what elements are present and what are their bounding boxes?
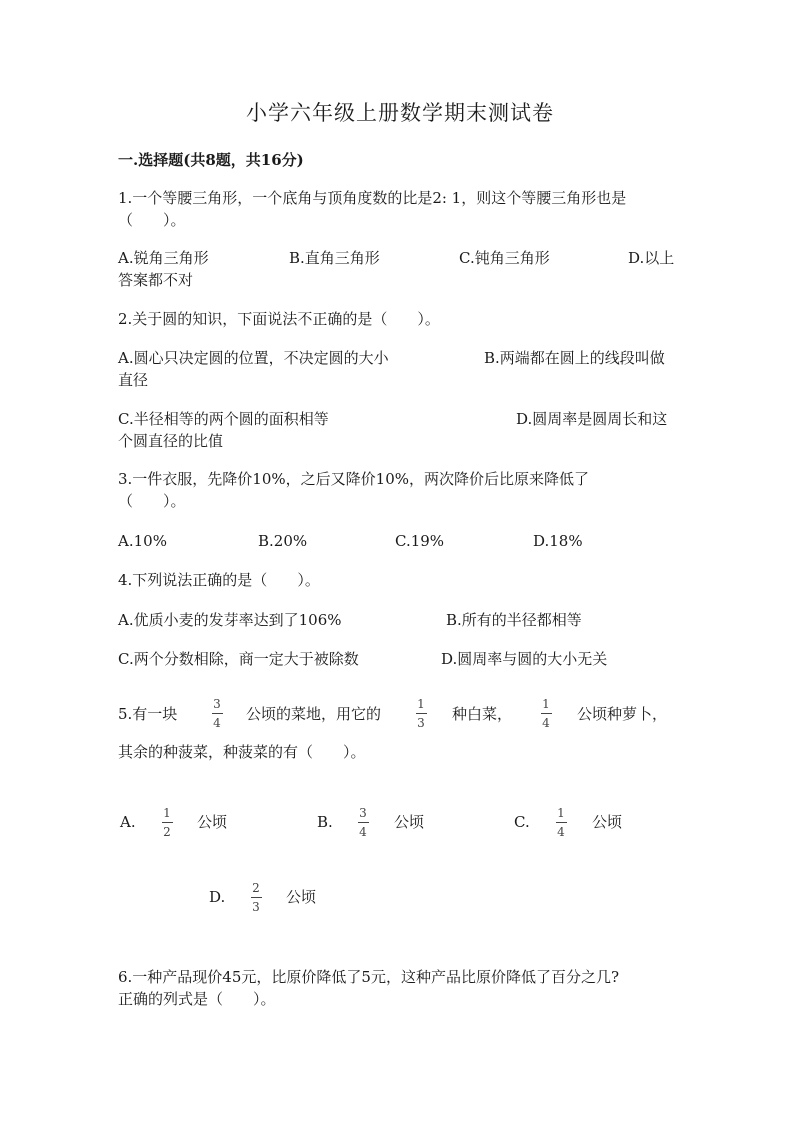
fraction-denominator: 4 xyxy=(542,716,550,730)
q4-option-d: D.圆周率与圆的大小无关 xyxy=(441,650,608,668)
fraction-bar xyxy=(251,897,262,898)
q3-option-c: C.19% xyxy=(395,532,445,550)
q3-option-b: B.20% xyxy=(258,532,308,550)
fraction-numerator: 1 xyxy=(163,806,171,820)
fraction-bar xyxy=(212,713,223,714)
q2-option-c: C.半径相等的两个圆的面积相等 xyxy=(118,410,329,428)
q5-stem-part2: 公顷的菜地，用它的 xyxy=(246,705,382,723)
fraction-numerator: 2 xyxy=(252,881,260,895)
q5-option-c-fraction xyxy=(553,806,569,839)
q4-option-c: C.两个分数相除，商一定大于被除数 xyxy=(118,650,359,668)
q6-stem-line1: 6.一种产品现价45元，比原价降低了5元，这种产品比原价降低了百分之几? xyxy=(118,968,619,986)
q5-stem-part1: 5.有一块 xyxy=(118,705,178,723)
q2-option-b: B.两端都在圆上的线段叫做 xyxy=(484,349,665,367)
fraction-bar xyxy=(541,713,552,714)
q3-stem-line1: 3.一件衣服，先降价10%，之后又降价10%，两次降价后比原来降低了 xyxy=(118,470,589,488)
q2-option-d-continued: 个圆直径的比值 xyxy=(118,432,224,450)
q5-stem-part4: 公顷种萝卜， xyxy=(577,705,668,723)
fraction-numerator: 1 xyxy=(417,697,425,711)
q5-option-d-fraction xyxy=(248,881,264,914)
q1-option-a: A.锐角三角形 xyxy=(118,249,209,267)
fraction-numerator: 1 xyxy=(557,806,565,820)
q5-stem-part3: 种白菜， xyxy=(452,705,513,723)
q5-stem-line2: 其余的种菠菜，种菠菜的有（ ）。 xyxy=(118,743,366,761)
q2-option-d: D.圆周率是圆周长和这 xyxy=(516,410,668,428)
fraction-denominator: 4 xyxy=(213,716,221,730)
fraction-denominator: 2 xyxy=(163,825,171,839)
q1-stem-line1: 1.一个等腰三角形，一个底角与顶角度数的比是2: 1，则这个等腰三角形也是 xyxy=(118,189,627,207)
q5-option-c-label: C. xyxy=(514,813,530,831)
fraction-bar xyxy=(358,822,369,823)
q3-option-a: A.10% xyxy=(118,532,167,550)
q5-fraction-3 xyxy=(538,697,554,730)
q6-stem-line2: 正确的列式是（ ）。 xyxy=(118,990,276,1008)
q4-stem: 4.下列说法正确的是（ ）。 xyxy=(118,571,320,589)
q5-option-a-fraction xyxy=(159,806,175,839)
q5-option-c-unit: 公顷 xyxy=(592,813,623,831)
fraction-bar xyxy=(416,713,427,714)
section-heading: 一.选择题(共8题，共16分) xyxy=(118,151,304,169)
fraction-bar xyxy=(556,822,567,823)
q5-option-a-label: A. xyxy=(120,813,136,831)
q3-option-d: D.18% xyxy=(533,532,583,550)
q1-option-c: C.钝角三角形 xyxy=(459,249,550,267)
q2-stem: 2.关于圆的知识，下面说法不正确的是（ ）。 xyxy=(118,310,440,328)
q4-option-b: B.所有的半径都相等 xyxy=(446,611,582,629)
fraction-denominator: 4 xyxy=(359,825,367,839)
q5-option-b-fraction xyxy=(355,806,371,839)
q1-option-d-continued: 答案都不对 xyxy=(118,271,194,289)
q2-option-a: A.圆心只决定圆的位置，不决定圆的大小 xyxy=(118,349,389,367)
fraction-denominator: 4 xyxy=(557,825,565,839)
q1-stem-line2: （ ）。 xyxy=(118,211,186,229)
page-title: 小学六年级上册数学期末测试卷 xyxy=(246,101,554,125)
fraction-numerator: 3 xyxy=(359,806,367,820)
q1-option-b: B.直角三角形 xyxy=(289,249,380,267)
q3-stem-line2: （ ）。 xyxy=(118,492,186,510)
q5-option-b-label: B. xyxy=(317,813,333,831)
q5-option-d-label: D. xyxy=(209,888,226,906)
fraction-bar xyxy=(162,822,173,823)
q5-fraction-1 xyxy=(209,697,225,730)
q4-option-a: A.优质小麦的发芽率达到了106% xyxy=(118,611,342,629)
q5-fraction-2 xyxy=(413,697,429,730)
q2-option-b-continued: 直径 xyxy=(118,371,149,389)
q5-option-b-unit: 公顷 xyxy=(394,813,425,831)
fraction-denominator: 3 xyxy=(252,900,260,914)
fraction-denominator: 3 xyxy=(417,716,425,730)
q5-option-d-unit: 公顷 xyxy=(286,888,317,906)
q1-option-d: D.以上 xyxy=(628,249,675,267)
fraction-numerator: 1 xyxy=(542,697,550,711)
fraction-numerator: 3 xyxy=(213,697,221,711)
q5-option-a-unit: 公顷 xyxy=(197,813,228,831)
